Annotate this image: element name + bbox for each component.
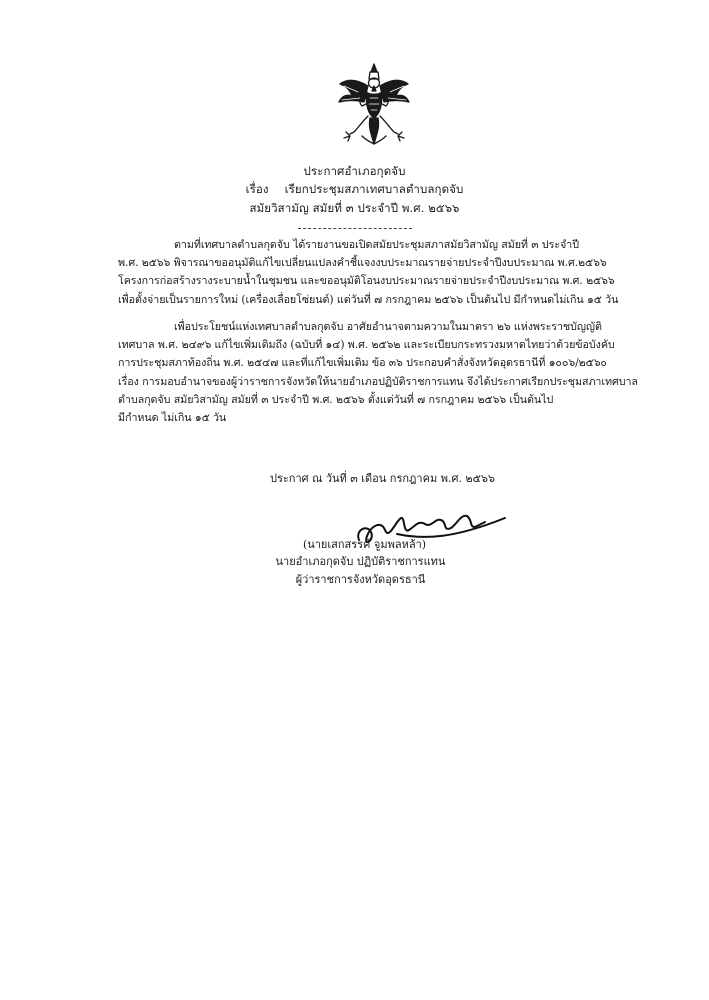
paragraph-line: เทศบาล พ.ศ. ๒๔๙๖ แก้ไขเพิ่มเติมถึง (ฉบับที่ ๑๔) พ.ศ. ๒๕๖๒ และระเบียบกระทรวงมหาดไทยว่าด้วยข้อบังคับ bbox=[118, 338, 615, 352]
paragraph-line: เรื่อง การมอบอำนาจของผู้ว่าราชการจังหวัดให้นายอำเภอปฏิบัติราชการแทน จึงได้ประกาศเรียกประชุมสภาเทศบาล bbox=[118, 374, 638, 388]
header-divider bbox=[298, 228, 412, 229]
paragraph-line: พ.ศ. ๒๕๖๖ พิจารณาขออนุมัติแก้ไขเปลี่ยนแปลงคำชี้แจงงบประมาณรายจ่ายประจำปีงบประมาณ พ.ศ.๒๕๖๖ bbox=[118, 256, 607, 270]
paragraph-line: โครงการก่อสร้างรางระบายน้ำในชุมชน และขออนุมัติโอนงบประมาณรายจ่ายประจำปีงบประมาณ พ.ศ. ๒๕๖๖ bbox=[118, 274, 615, 288]
subject-text: เรียกประชุมสภาเทศบาลตำบลกุดจับ bbox=[284, 182, 464, 196]
subject-label: เรื่อง bbox=[245, 182, 269, 196]
paragraph-line: ตามที่เทศบาลตำบลกุดจับ ได้รายงานขอเปิดสมัยประชุมสภาสมัยวิสามัญ สมัยที่ ๓ ประจำปี bbox=[174, 238, 579, 251]
document-subject bbox=[0, 180, 709, 199]
signatory-name: (นายเสกสรรค์ จูมพลหล้า) bbox=[302, 538, 427, 551]
paragraph-line: การประชุมสภาท้องถิ่น พ.ศ. ๒๕๔๗ และที่แก้ไขเพิ่มเติม ข้อ ๓๖ ประกอบคำสั่งจังหวัดอุดรธานีที่ ๑๐๐๖/๒๕๖๐ bbox=[118, 356, 607, 370]
session-line: สมัยวิสามัญ สมัยที่ ๓ ประจำปี พ.ศ. ๒๕๖๖ bbox=[249, 201, 460, 215]
announcement-date: ประกาศ ณ วันที่ ๓ เดือน กรกฎาคม พ.ศ. ๒๕๖๖ bbox=[270, 472, 495, 485]
signatory-on-behalf: ผู้ว่าราชการจังหวัดอุดรธานี bbox=[295, 573, 426, 586]
body-paragraph-1 bbox=[118, 236, 638, 309]
paragraph-line: เพื่อประโยชน์แห่งเทศบาลตำบลกุดจับ อาศัยอำนาจตามความในมาตรา ๒๖ แห่งพระราชบัญญัติ bbox=[174, 320, 602, 333]
paragraph-line: ตำบลกุดจับ สมัยวิสามัญ สมัยที่ ๓ ประจำปี พ.ศ. ๒๕๖๖ ตั้งแต่วันที่ ๗ กรกฎาคม ๒๕๖๖ เป็นต้นไป bbox=[118, 392, 554, 406]
garuda-emblem-icon bbox=[336, 62, 412, 146]
paragraph-line: เพื่อตั้งจ่ายเป็นรายการใหม่ (เครื่องเลื่อยโซ่ยนต์) แต่วันที่ ๗ กรกฎาคม ๒๕๖๖ เป็นต้นไป มีกำหนดไม่เกิน ๑๕ วัน bbox=[118, 292, 619, 306]
body-paragraph-2 bbox=[118, 318, 638, 427]
paragraph-line: มีกำหนด ไม่เกิน ๑๕ วัน bbox=[118, 411, 227, 425]
document-issuer: ประกาศอำเภอกุดจับ bbox=[303, 164, 406, 178]
signatory-position: นายอำเภอกุดจับ ปฏิบัติราชการแทน bbox=[275, 555, 446, 568]
